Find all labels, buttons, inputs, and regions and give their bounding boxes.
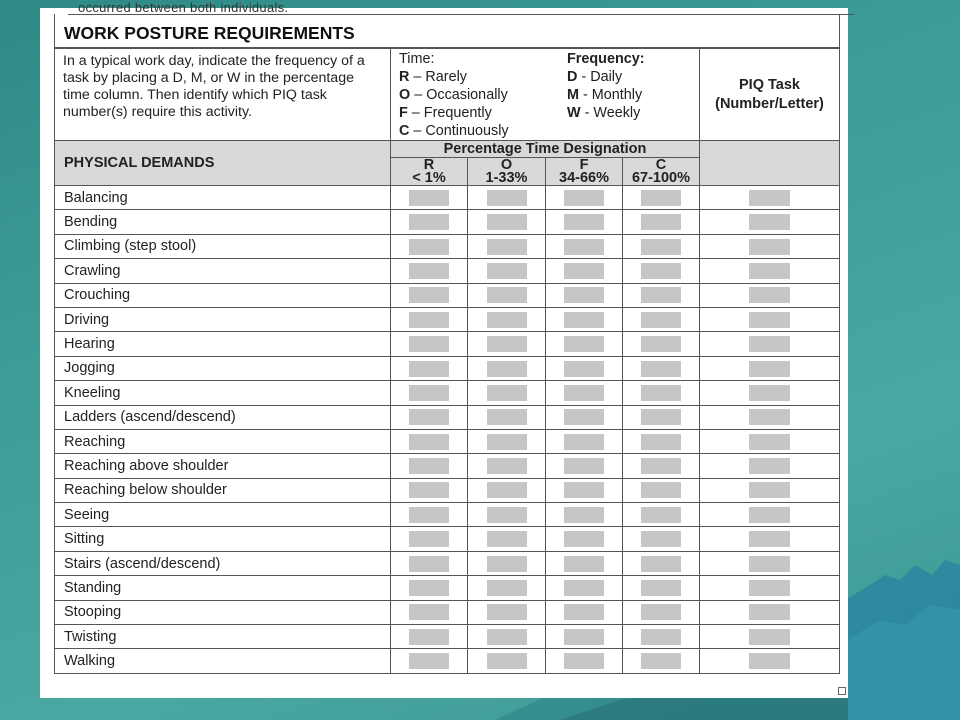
table-cell [391,649,468,673]
table-cell [546,454,623,478]
table-cell [623,551,700,575]
table-cell [391,405,468,429]
frequency-field-r[interactable] [409,653,449,669]
table-cell [623,503,700,527]
time-description: – Rarely [409,69,467,85]
frequency-field-f[interactable] [564,361,604,377]
table-cell [468,454,546,478]
table-row [55,307,840,331]
table-row [55,478,840,502]
frequency-field-c[interactable] [641,580,681,596]
posture-table [54,48,840,674]
physical-demand-label: Reaching [55,429,391,453]
table-cell [623,405,700,429]
table-cell [700,210,840,234]
piq-task-field[interactable] [749,312,790,328]
frequency-field-c[interactable] [641,361,681,377]
frequency-field-f[interactable] [564,629,604,645]
table-cell [700,186,840,210]
table-row [55,332,840,356]
piq-task-field[interactable] [749,482,790,498]
frequency-field-c[interactable] [641,458,681,474]
table-cell [623,332,700,356]
table-cell [546,649,623,673]
frequency-field-c[interactable] [641,409,681,425]
table-cell [391,381,468,405]
physical-demand-label: Crawling [55,259,391,283]
frequency-field-r[interactable] [409,361,449,377]
physical-demand-label: Twisting [55,625,391,649]
frequency-field-r[interactable] [409,409,449,425]
table-cell [391,307,468,331]
physical-demand-label: Stooping [55,600,391,624]
table-cell [546,381,623,405]
table-row [55,259,840,283]
frequency-field-o[interactable] [487,458,527,474]
piq-task-field[interactable] [749,653,790,669]
piq-task-header [700,49,840,141]
frequency-field-c[interactable] [641,653,681,669]
piq-task-field[interactable] [749,507,790,523]
frequency-field-c[interactable] [641,190,681,206]
table-cell [623,210,700,234]
table-cell [546,527,623,551]
column-header-f [546,158,623,186]
frequency-legend-item [567,86,645,104]
percentage-time-header: Percentage Time Designation [391,141,700,158]
table-cell [700,478,840,502]
frequency-field-r[interactable] [409,190,449,206]
table-cell [391,332,468,356]
table-cell [623,649,700,673]
frequency-field-r[interactable] [409,629,449,645]
table-row [55,405,840,429]
table-cell [468,649,546,673]
frequency-field-f[interactable] [564,409,604,425]
frequency-field-f[interactable] [564,531,604,547]
frequency-field-o[interactable] [487,434,527,450]
table-cell [623,429,700,453]
frequency-field-r[interactable] [409,263,449,279]
table-cell [546,259,623,283]
frequency-field-r[interactable] [409,385,449,401]
table-row [55,527,840,551]
frequency-field-f[interactable] [564,482,604,498]
table-cell [700,429,840,453]
frequency-field-r[interactable] [409,507,449,523]
frequency-code: M [567,87,579,103]
table-cell [700,234,840,258]
table-cell [468,283,546,307]
column-range: 1-33% [485,169,528,186]
table-cell [468,625,546,649]
piq-task-field[interactable] [749,531,790,547]
table-cell [468,478,546,502]
legend-cell [391,49,700,141]
table-cell [546,625,623,649]
work-posture-form [54,0,840,685]
table-cell [391,234,468,258]
frequency-field-r[interactable] [409,287,449,303]
frequency-field-r[interactable] [409,580,449,596]
table-row [55,503,840,527]
physical-demand-label: Kneeling [55,381,391,405]
frequency-field-o[interactable] [487,580,527,596]
table-cell [468,503,546,527]
table-cell [391,283,468,307]
frequency-field-c[interactable] [641,312,681,328]
table-cell [623,527,700,551]
frequency-field-c[interactable] [641,556,681,572]
frequency-field-c[interactable] [641,629,681,645]
table-cell [700,576,840,600]
table-row [55,625,840,649]
table-cell [468,576,546,600]
table-cell [546,186,623,210]
table-cell [468,600,546,624]
piq-header-line2: (Number/Letter) [715,95,824,112]
piq-task-field[interactable] [749,239,790,255]
table-cell [623,307,700,331]
frequency-field-c[interactable] [641,385,681,401]
frequency-legend-item [567,68,645,86]
frequency-field-f[interactable] [564,385,604,401]
piq-task-field[interactable] [749,580,790,596]
time-code: F [399,105,408,121]
column-range: 34-66% [559,169,609,186]
table-cell [700,454,840,478]
frequency-field-f[interactable] [564,239,604,255]
table-cell [700,405,840,429]
frequency-field-o[interactable] [487,214,527,230]
frequency-field-f[interactable] [564,507,604,523]
percentage-header-row [55,141,840,158]
table-cell [623,576,700,600]
table-cell [546,307,623,331]
frequency-field-f[interactable] [564,458,604,474]
table-cell [468,234,546,258]
frequency-field-o[interactable] [487,336,527,352]
instructions-text: In a typical work day, indicate the frequency of a task by placing a D, M, or W in the percentage time column. Then identify which PIQ task number(s) require this activity. [55,49,391,141]
piq-task-field[interactable] [749,604,790,620]
time-description: – Continuously [409,123,509,139]
column-header-c [623,158,700,186]
frequency-field-f[interactable] [564,336,604,352]
frequency-field-r[interactable] [409,531,449,547]
table-cell [391,210,468,234]
physical-demand-label: Standing [55,576,391,600]
table-cell [391,186,468,210]
table-row [55,283,840,307]
frequency-field-c[interactable] [641,531,681,547]
table-cell [468,527,546,551]
physical-demand-label: Climbing (step stool) [55,234,391,258]
frequency-field-o[interactable] [487,629,527,645]
frequency-field-r[interactable] [409,556,449,572]
frequency-field-f[interactable] [564,580,604,596]
table-cell [700,259,840,283]
table-cell [546,576,623,600]
frequency-code: W [567,105,581,121]
physical-demand-label: Ladders (ascend/descend) [55,405,391,429]
piq-task-field[interactable] [749,458,790,474]
frequency-field-o[interactable] [487,190,527,206]
table-cell [700,600,840,624]
physical-demand-label: Reaching above shoulder [55,454,391,478]
table-row [55,576,840,600]
frequency-field-o[interactable] [487,312,527,328]
resize-handle[interactable] [838,687,846,695]
column-code: C [655,156,667,173]
table-cell [700,332,840,356]
frequency-field-o[interactable] [487,409,527,425]
frequency-field-r[interactable] [409,482,449,498]
frequency-field-o[interactable] [487,239,527,255]
frequency-field-o[interactable] [487,507,527,523]
table-cell [700,356,840,380]
frequency-field-f[interactable] [564,263,604,279]
table-row [55,454,840,478]
table-cell [546,503,623,527]
table-cell [546,551,623,575]
table-cell [391,429,468,453]
column-range: 67-100% [631,169,691,186]
table-cell [468,307,546,331]
table-cell [468,210,546,234]
piq-task-field[interactable] [749,434,790,450]
table-row [55,210,840,234]
table-cell [623,283,700,307]
table-cell [700,625,840,649]
physical-demand-label: Sitting [55,527,391,551]
frequency-field-c[interactable] [641,507,681,523]
table-row [55,381,840,405]
table-cell [623,381,700,405]
frequency-field-c[interactable] [641,239,681,255]
frequency-field-o[interactable] [487,531,527,547]
table-row [55,356,840,380]
cut-off-text: occurred between both individuals. [78,0,289,15]
time-legend-item [399,68,509,86]
table-cell [700,551,840,575]
piq-task-field[interactable] [749,409,790,425]
time-legend-item [399,86,509,104]
table-cell [468,186,546,210]
table-cell [391,454,468,478]
table-cell [546,332,623,356]
piq-task-field[interactable] [749,361,790,377]
physical-demand-label: Bending [55,210,391,234]
frequency-field-r[interactable] [409,434,449,450]
frequency-field-c[interactable] [641,336,681,352]
column-header-r [391,158,468,186]
physical-demand-label: Reaching below shoulder [55,478,391,502]
frequency-field-o[interactable] [487,604,527,620]
frequency-field-c[interactable] [641,287,681,303]
physical-demand-label: Seeing [55,503,391,527]
table-cell [700,649,840,673]
frequency-field-o[interactable] [487,556,527,572]
table-cell [700,381,840,405]
table-row [55,600,840,624]
frequency-field-r[interactable] [409,239,449,255]
physical-demand-label: Jogging [55,356,391,380]
frequency-field-f[interactable] [564,214,604,230]
time-description: – Frequently [407,105,492,121]
time-description: – Occasionally [410,87,508,103]
piq-header-line1: PIQ Task [739,76,800,93]
physical-demand-label: Driving [55,307,391,331]
table-cell [546,405,623,429]
time-code: C [399,123,410,139]
piq-task-field[interactable] [749,385,790,401]
table-cell [623,356,700,380]
frequency-field-o[interactable] [487,361,527,377]
table-cell [700,527,840,551]
piq-task-field[interactable] [749,263,790,279]
table-cell [546,356,623,380]
frequency-field-f[interactable] [564,604,604,620]
table-cell [391,356,468,380]
table-cell [468,356,546,380]
frequency-field-c[interactable] [641,214,681,230]
frequency-description: - Weekly [580,105,641,121]
physical-demand-label: Hearing [55,332,391,356]
time-legend [399,50,509,140]
table-cell [546,234,623,258]
frequency-legend-item [567,104,645,122]
table-cell [546,283,623,307]
table-row [55,234,840,258]
table-cell [623,454,700,478]
table-cell [546,429,623,453]
table-cell [623,478,700,502]
table-cell [700,307,840,331]
table-cell [391,527,468,551]
frequency-field-o[interactable] [487,263,527,279]
table-cell [391,576,468,600]
form-title: WORK POSTURE REQUIREMENTS [64,23,355,43]
table-row [55,649,840,673]
piq-task-field[interactable] [749,214,790,230]
physical-demand-label: Crouching [55,283,391,307]
table-cell [468,259,546,283]
time-legend-item [399,122,509,140]
physical-demand-label: Balancing [55,186,391,210]
frequency-code: D [567,69,578,85]
table-row [55,429,840,453]
frequency-field-o[interactable] [487,482,527,498]
column-range: < 1% [412,169,446,186]
table-cell [468,332,546,356]
piq-header-spacer [700,141,840,186]
frequency-field-r[interactable] [409,312,449,328]
frequency-description: - Daily [577,69,623,85]
frequency-field-f[interactable] [564,190,604,206]
table-cell [391,551,468,575]
table-cell [623,625,700,649]
frequency-legend [567,50,645,122]
column-code: O [500,156,513,173]
frequency-field-c[interactable] [641,434,681,450]
frequency-field-o[interactable] [487,653,527,669]
table-cell [623,600,700,624]
table-cell [468,551,546,575]
table-cell [546,478,623,502]
table-cell [546,600,623,624]
table-row [55,186,840,210]
frequency-field-c[interactable] [641,482,681,498]
table-row [55,551,840,575]
piq-task-field[interactable] [749,336,790,352]
frequency-field-c[interactable] [641,263,681,279]
frequency-field-f[interactable] [564,556,604,572]
piq-task-field[interactable] [749,190,790,206]
physical-demand-label: Walking [55,649,391,673]
table-cell [391,259,468,283]
form-title-row [54,14,840,48]
table-cell [468,429,546,453]
frequency-field-o[interactable] [487,385,527,401]
time-legend-item [399,104,509,122]
table-cell [546,210,623,234]
piq-task-field[interactable] [749,287,790,303]
frequency-field-f[interactable] [564,287,604,303]
physical-demands-header: PHYSICAL DEMANDS [55,141,391,186]
time-code: O [399,87,411,103]
frequency-field-o[interactable] [487,287,527,303]
column-code: F [579,156,589,173]
table-cell [623,259,700,283]
time-legend-heading: Time: [399,51,435,67]
table-cell [700,503,840,527]
table-cell [468,405,546,429]
table-cell [468,381,546,405]
document-sheet [40,0,848,698]
column-header-o [468,158,546,186]
table-cell [391,503,468,527]
frequency-field-r[interactable] [409,336,449,352]
table-cell [623,234,700,258]
piq-task-field[interactable] [749,556,790,572]
frequency-field-r[interactable] [409,604,449,620]
table-cell [700,283,840,307]
column-code: R [423,156,435,173]
frequency-description: - Monthly [579,87,643,103]
frequency-field-c[interactable] [641,604,681,620]
frequency-field-r[interactable] [409,458,449,474]
table-cell [391,478,468,502]
piq-task-field[interactable] [749,629,790,645]
frequency-legend-heading: Frequency: [567,51,645,67]
table-cell [623,186,700,210]
physical-demand-label: Stairs (ascend/descend) [55,551,391,575]
legend-row [55,49,840,141]
table-cell [391,600,468,624]
table-cell [391,625,468,649]
time-code: R [399,69,410,85]
frequency-field-f[interactable] [564,312,604,328]
frequency-field-f[interactable] [564,434,604,450]
frequency-field-r[interactable] [409,214,449,230]
frequency-field-f[interactable] [564,653,604,669]
